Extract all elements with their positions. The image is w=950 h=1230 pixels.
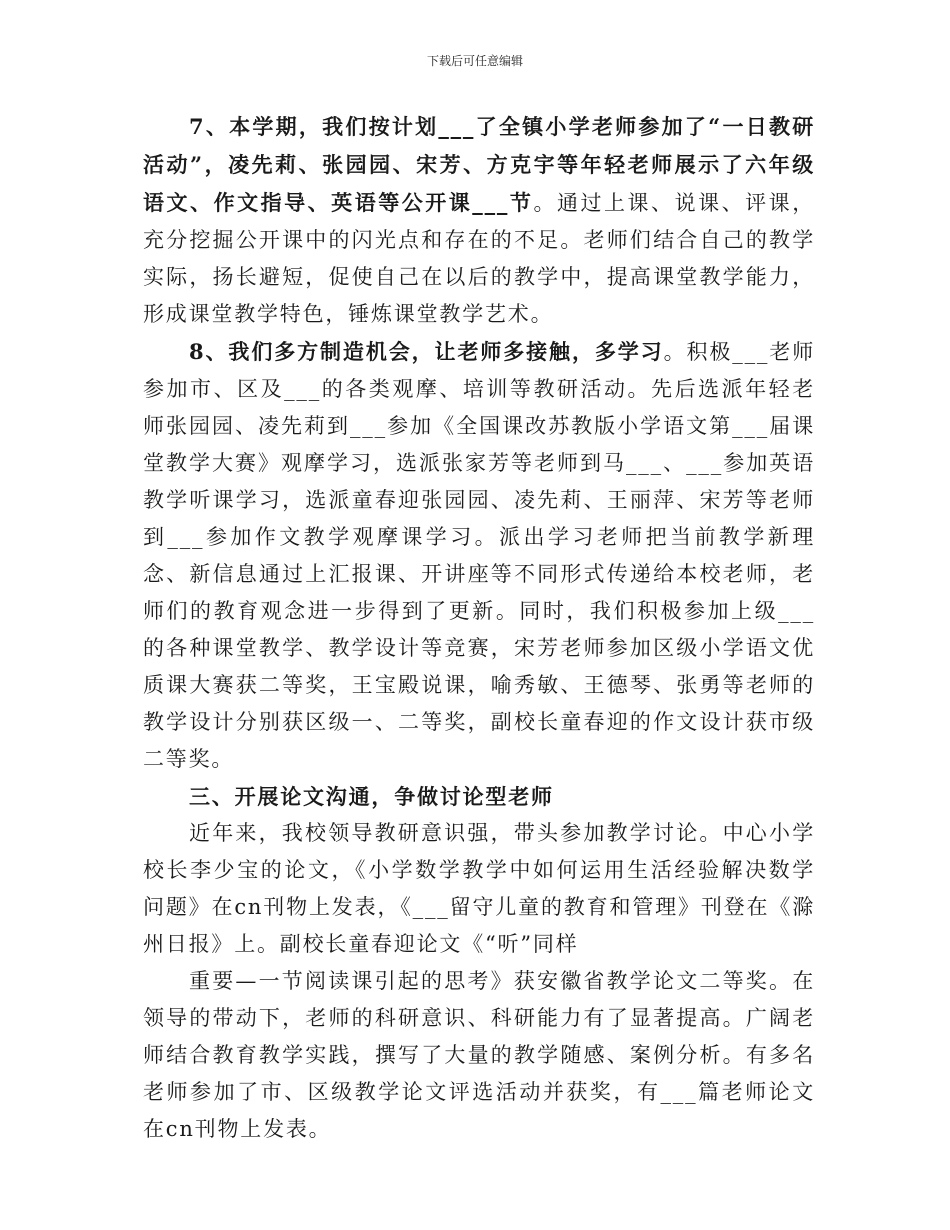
document-body xyxy=(143,108,815,1148)
section-heading: 三、开展论文沟通，争做讨论型老师 xyxy=(189,784,554,809)
paragraph-8-lead: 8、我们多方制造机会，让老师多接触，多学习 xyxy=(189,339,664,364)
paragraph-7-rest: 。通过上课、说课、评课，充分挖掘公开课中的闪光点和存在的不足。老师们结合自己的教学实际，扬长避短，促使自己在以后的教学中，提高课堂教学能力，形成课堂教学特色，锤炼课堂教学艺术。 xyxy=(143,191,815,326)
paragraph-7 xyxy=(143,108,815,333)
paragraph-8 xyxy=(143,333,815,778)
paragraph-7-lead: 7、本学期，我们按计划___了全镇小学老师参加了“一日教研活动”，凌先莉、张园园、宋芳、方克宇等年轻老师展示了六年级语文、作文指导、英语等公开课___节 xyxy=(143,114,815,215)
paragraph-papers: 近年来，我校领导教研意识强，带头参加教学讨论。中心小学校长李少宝的论文，《小学数学教学中如何运用生活经验解决数学问题》在cn刊物上发表，《___留守儿童的教育和管理》刊登在《滁州日报》上。副校长童春迎论文《“听”同样 xyxy=(143,821,815,956)
paragraph-papers-continued: 重要—一节阅读课引起的思考》获安徽省教学论文二等奖。在领导的带动下，老师的科研意识、科研能力有了显著提高。广阔老师结合教育教学实践，撰写了大量的教学随感、案例分析。有多名老师参加了市、区级教学论文评选活动并获奖，有___篇老师论文在cn刊物上发表。 xyxy=(143,969,815,1141)
paragraph-8-rest: 。积极___老师参加市、区及___的各类观摩、培训等教研活动。先后选派年轻老师张园园、凌先莉到___参加《全国课改苏教版小学语文第___届课堂教学大赛》观摩学习，选派张家芳等老师到马___、___参加英语教学听课学习，选派童春迎张园园、凌先莉、王丽萍、宋芳等老师到___参加作文教学观摩课学习。派出学习老师把当前教学新理念、新信息通过上汇报课、开讲座等不同形式传递给本校老师，老师们的教育观念进一步得到了更新。同时，我们积极参加上级___的各种课堂教学、教学设计等竞赛，宋芳老师参加区级小学语文优质课大赛获二等奖，王宝殿说课，喻秀敏、王德琴、张勇等老师的教学设计分别获区级一、二等奖，副校长童春迎的作文设计获市级二等奖。 xyxy=(143,340,815,771)
page-header: 下载后可任意编辑 xyxy=(426,54,523,68)
